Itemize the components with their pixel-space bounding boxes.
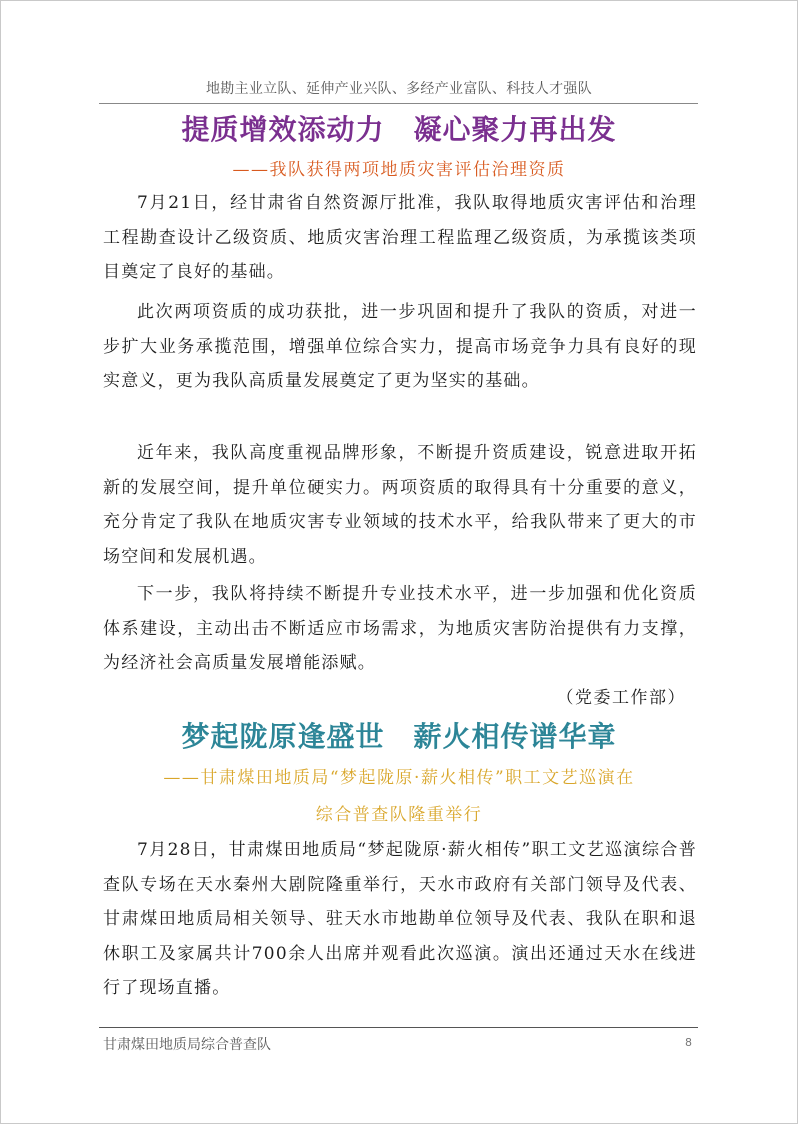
footer-divider	[99, 1027, 698, 1028]
footer-organization: 甘肃煤田地质局综合普查队	[103, 1037, 271, 1053]
article1-paragraph-3: 近年来，我队高度重视品牌形象，不断提升资质建设，锐意进取开拓新的发展空间，提升单位硬实力。两项资质的取得具有十分重要的意义，充分肯定了我队在地质灾害专业领域的技术水平，给我队带来了更大的市场空间和发展机遇。	[103, 443, 697, 567]
article1-title: 提质增效添动力 凝心聚力再出发	[181, 113, 617, 146]
article1-sign-off: （党委工作部）	[556, 688, 686, 708]
article1-paragraph-1: 7月21日，经甘肃省自然资源厅批准，我队取得地质灾害评估和治理工程勘查设计乙级资质、地质灾害治理工程监理乙级资质，为承揽该类项目奠定了良好的基础。	[103, 193, 697, 282]
header-motto: 地勘主业立队、延伸产业兴队、多经产业富队、科技人才强队	[205, 81, 593, 97]
article1-subtitle: ——我队获得两项地质灾害评估治理资质	[232, 160, 566, 180]
article1-paragraph-2: 此次两项资质的成功获批，进一步巩固和提升了我队的资质，对进一步扩大业务承揽范围，增强单位综合实力，提高市场竞争力具有良好的现实意义，更为我队高质量发展奠定了更为坚实的基础。	[103, 302, 697, 391]
article2-subtitle-line2: 综合普查队隆重举行	[315, 805, 483, 825]
article2-paragraph-1: 7月28日，甘肃煤田地质局“梦起陇原·薪火相传”职工文艺巡演综合普查队专场在天水秦州大剧院隆重举行，天水市政府有关部门领导及代表、甘肃煤田地质局相关领导、驻天水市地勘单位领导及代表、我队在职和退休职工及家属共计700余人出席并观看此次巡演。演出还通过天水在线进行了现场直播。	[103, 840, 697, 998]
article2-title: 梦起陇原逢盛世 薪火相传谱华章	[181, 720, 617, 753]
article1-paragraph-4: 下一步，我队将持续不断提升专业技术水平，进一步加强和优化资质体系建设，主动出击不断适应市场需求，为地质灾害防治提供有力支撑，为经济社会高质量发展增能添赋。	[103, 584, 697, 673]
header-divider	[99, 103, 698, 104]
page-number: 8	[685, 1036, 692, 1049]
article2-subtitle-line1: ——甘肃煤田地质局“梦起陇原·薪火相传”职工文艺巡演在	[163, 768, 635, 788]
